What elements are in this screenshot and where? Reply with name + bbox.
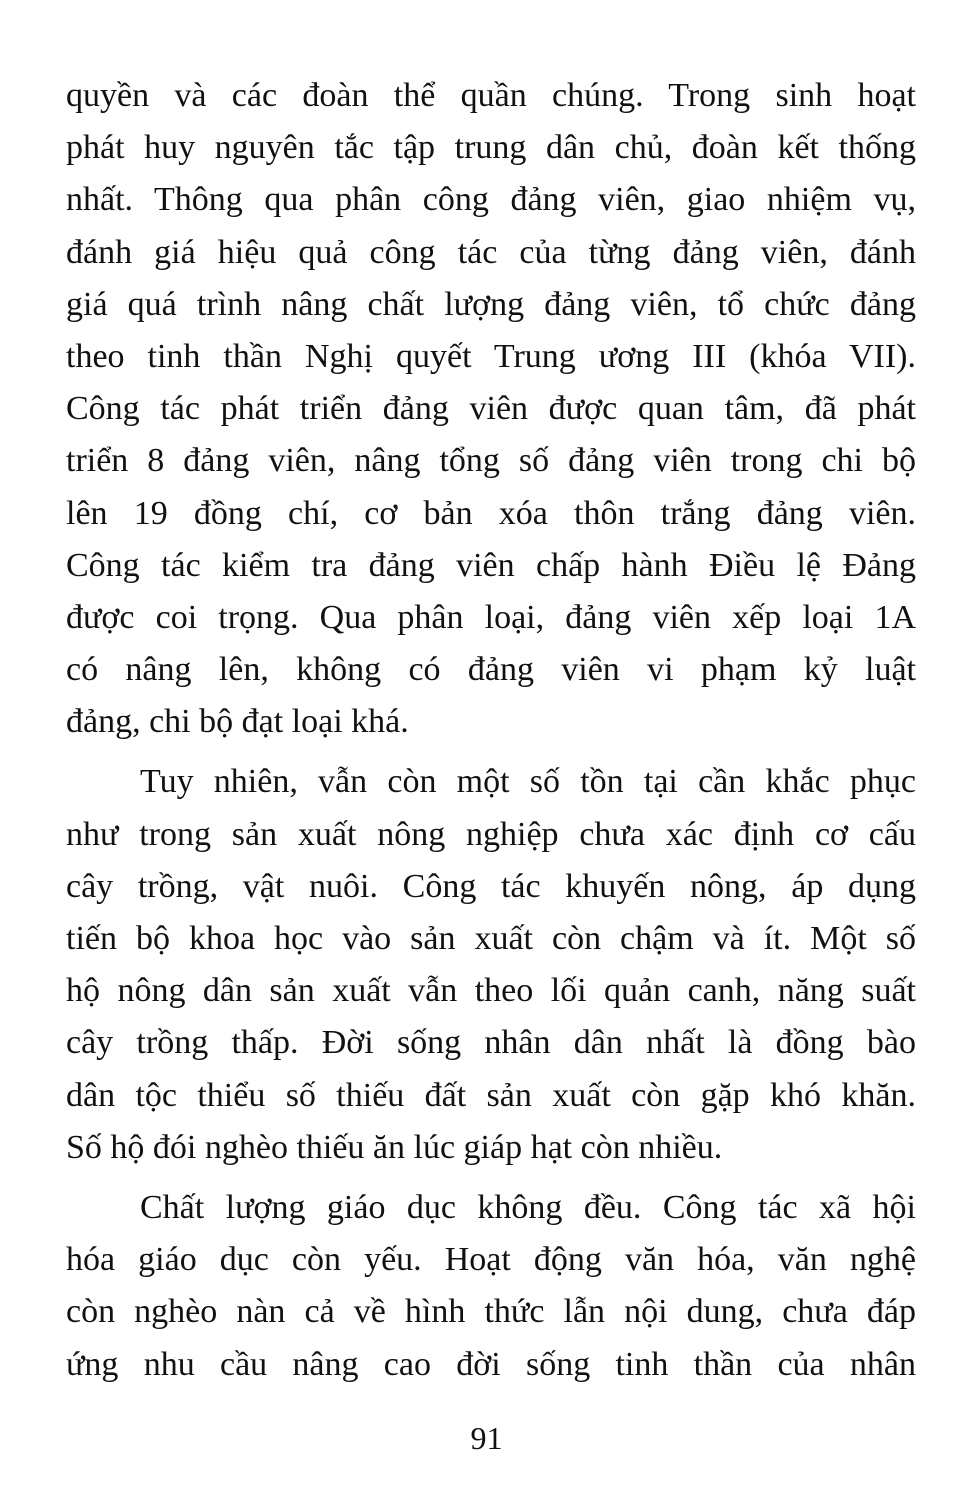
paragraph-1 bbox=[66, 70, 916, 748]
text-line: Tuy nhiên, vẫn còn một số tồn tại cần khắc phục bbox=[140, 763, 916, 801]
text-line: cây trồng thấp. Đời sống nhân dân nhất là đồng bào bbox=[66, 1024, 916, 1062]
body-text bbox=[66, 70, 916, 1391]
text-line: Số hộ đói nghèo thiếu ăn lúc giáp hạt còn nhiều. bbox=[66, 1128, 723, 1166]
text-line: còn nghèo nàn cả về hình thức lẫn nội dung, chưa đáp bbox=[66, 1293, 916, 1331]
text-line: Công tác kiểm tra đảng viên chấp hành Điều lệ Đảng bbox=[66, 546, 916, 584]
text-line: Công tác phát triển đảng viên được quan tâm, đã phát bbox=[66, 390, 916, 428]
page-number: 91 bbox=[470, 1420, 503, 1456]
text-line: lên 19 đồng chí, cơ bản xóa thôn trắng đảng viên. bbox=[66, 494, 916, 532]
paragraph-gap bbox=[66, 1174, 916, 1182]
text-line: hóa giáo dục còn yếu. Hoạt động văn hóa, văn nghệ bbox=[66, 1241, 916, 1279]
text-line: theo tinh thần Nghị quyết Trung ương III (khóa VII). bbox=[66, 337, 916, 375]
paragraph-gap bbox=[66, 748, 916, 756]
text-line: giá quá trình nâng chất lượng đảng viên, tổ chức đảng bbox=[66, 285, 916, 323]
text-line: có nâng lên, không có đảng viên vi phạm kỷ luật bbox=[66, 651, 916, 689]
text-line: nhất. Thông qua phân công đảng viên, giao nhiệm vụ, bbox=[66, 181, 916, 219]
text-line: dân tộc thiểu số thiếu đất sản xuất còn gặp khó khăn. bbox=[66, 1076, 916, 1114]
text-line: như trong sản xuất nông nghiệp chưa xác định cơ cấu bbox=[66, 815, 916, 853]
text-line: triển 8 đảng viên, nâng tổng số đảng viên trong chi bộ bbox=[66, 442, 916, 480]
paragraph-2 bbox=[66, 756, 916, 1174]
text-line: Chất lượng giáo dục không đều. Công tác xã hội bbox=[140, 1188, 916, 1226]
text-line: cây trồng, vật nuôi. Công tác khuyến nông, áp dụng bbox=[66, 867, 916, 905]
text-line: tiến bộ khoa học vào sản xuất còn chậm và ít. Một số bbox=[66, 920, 916, 957]
paragraph-3 bbox=[66, 1182, 916, 1391]
text-line: ứng nhu cầu nâng cao đời sống tinh thần của nhân bbox=[66, 1345, 916, 1383]
text-line: được coi trọng. Qua phân loại, đảng viên xếp loại 1A bbox=[66, 598, 916, 636]
text-line: hộ nông dân sản xuất vẫn theo lối quản canh, năng suất bbox=[66, 972, 916, 1010]
text-line: đảng, chi bộ đạt loại khá. bbox=[66, 703, 409, 741]
text-line: quyền và các đoàn thể quần chúng. Trong sinh hoạt bbox=[66, 77, 916, 114]
text-line: đánh giá hiệu quả công tác của từng đảng viên, đánh bbox=[66, 233, 916, 271]
text-line: phát huy nguyên tắc tập trung dân chủ, đoàn kết thống bbox=[66, 129, 916, 167]
